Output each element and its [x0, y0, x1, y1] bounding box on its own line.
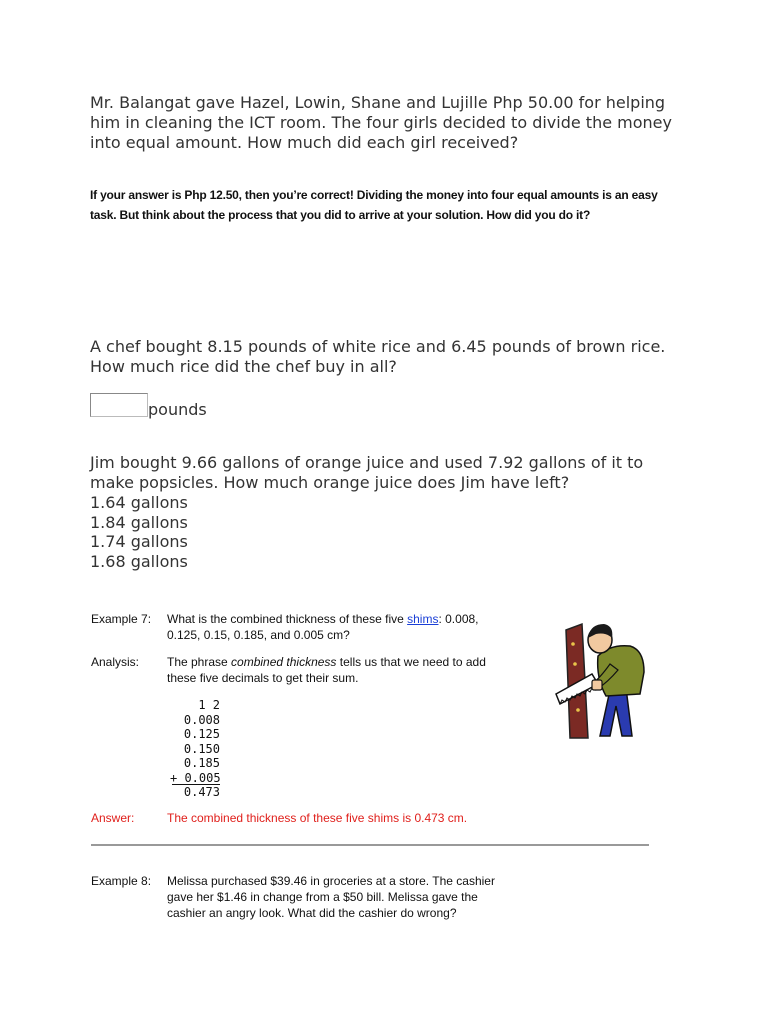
problem-3-line: make popsicles. How much orange juice does Jim have left? [90, 473, 570, 492]
answer-text: The combined thickness of these five shims is 0.473 cm. [167, 811, 468, 825]
feedback-line: If your answer is Php 12.50, then you’re correct! Dividing the money into four equal amounts is an easy [90, 188, 658, 202]
analysis-text-part: The phrase [167, 655, 232, 669]
choice-option[interactable]: 1.74 gallons [90, 532, 188, 552]
answer-label: Answer: [91, 811, 135, 825]
addend: + 0.005 [170, 770, 221, 785]
question-text: : 0.008, [438, 612, 479, 626]
example-8-question [167, 873, 537, 921]
choice-option[interactable]: 1.68 gallons [90, 552, 188, 572]
rice-answer-input[interactable] [90, 393, 148, 417]
example-8-line: gave her $1.46 in change from a $50 bill. Melissa gave the [167, 890, 478, 904]
feedback-text [90, 185, 690, 225]
problem-2-text [90, 337, 710, 377]
addend: 0.185 [183, 756, 220, 770]
choice-option[interactable]: 1.84 gallons [90, 512, 188, 532]
example-7-question-line: 0.125, 0.15, 0.185, and 0.005 cm? [167, 628, 350, 642]
analysis-line [167, 654, 537, 670]
analysis-text-part: tells us that we need to add [336, 655, 486, 669]
feedback-line: task. But think about the process that you did to arrive at your solution. How did you do it? [90, 208, 591, 222]
person-sawing-wood-icon [552, 620, 652, 740]
example-8-label: Example 8: [91, 874, 152, 888]
sum: 0.473 [183, 785, 220, 799]
question-text: What is the combined thickness of these five [167, 612, 408, 626]
addend: 0.125 [183, 727, 220, 741]
problem-2-line: How much rice did the chef buy in all? [90, 357, 397, 376]
problem-3-choices [90, 493, 188, 572]
example-8-line: cashier an angry look. What did the cashier do wrong? [167, 906, 457, 920]
problem-3-text [90, 453, 710, 493]
problem-3-line: Jim bought 9.66 gallons of orange juice and used 7.92 gallons of it to [90, 453, 644, 472]
addend: 0.008 [183, 712, 220, 727]
example-7-label: Example 7: [91, 612, 152, 626]
problem-1-line: Mr. Balangat gave Hazel, Lowin, Shane and Lujille Php 50.00 for helping [90, 93, 666, 112]
sum-divider-line [172, 784, 220, 785]
answer-unit-label: pounds [148, 400, 207, 419]
addend: 0.150 [183, 741, 220, 756]
choice-option[interactable]: 1.64 gallons [90, 493, 188, 512]
problem-1-line: him in cleaning the ICT room. The four girls decided to divide the money [90, 113, 672, 132]
carry-digits: 1 2 [198, 698, 220, 712]
problem-1-text [90, 93, 690, 153]
example-8-line: Melissa purchased $39.46 in groceries at a store. The cashier [167, 874, 495, 888]
example-7-question [167, 611, 537, 643]
analysis-text [167, 654, 537, 686]
problem-2-line: A chef bought 8.15 pounds of white rice and 6.45 pounds of brown rice. [90, 337, 666, 356]
analysis-italic-phrase: combined thickness [231, 655, 337, 669]
analysis-line: these five decimals to get their sum. [167, 671, 359, 685]
section-divider [91, 844, 649, 846]
example-7-question-line [167, 611, 537, 627]
shims-link[interactable]: shims [407, 612, 439, 626]
problem-1-line: into equal amount. How much did each girl received? [90, 133, 519, 152]
analysis-label: Analysis: [91, 655, 140, 669]
